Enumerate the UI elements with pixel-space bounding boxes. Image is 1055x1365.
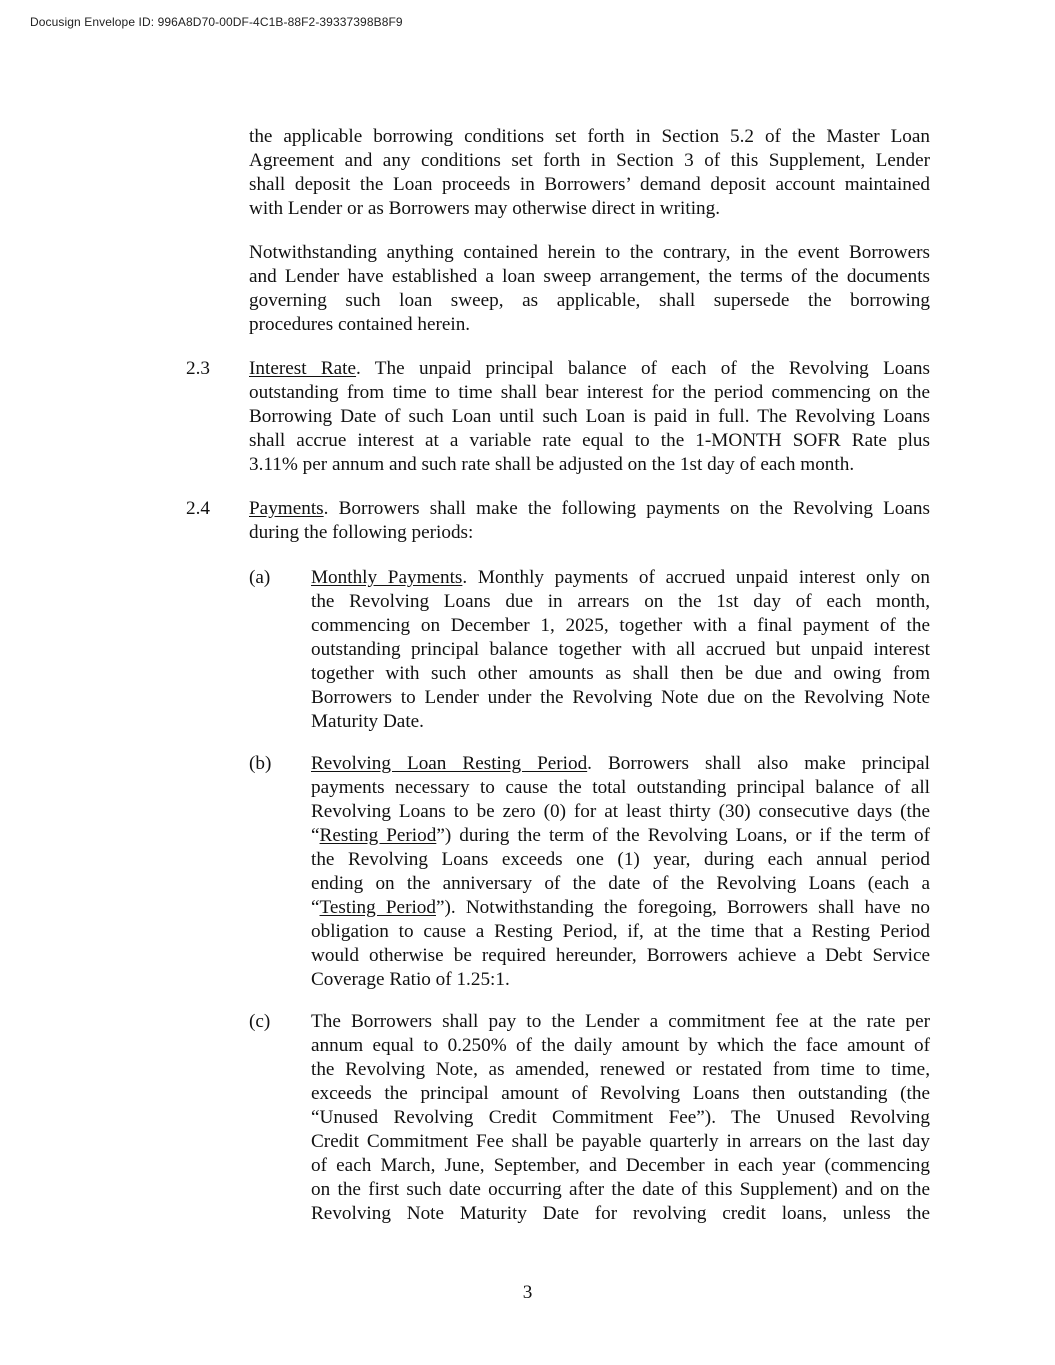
subsection-line: Maturity Date. bbox=[311, 711, 424, 732]
intro-line: shall deposit the Loan proceeds in Borrowers’ demand deposit account maintained bbox=[249, 174, 930, 195]
intro-line: with Lender or as Borrowers may otherwise direct in writing. bbox=[249, 198, 721, 219]
subsection-line: Credit Commitment Fee shall be payable quarterly in arrears on the last day bbox=[311, 1131, 930, 1152]
sweep-line: governing such loan sweep, as applicable, shall supersede the borrowing bbox=[249, 290, 930, 311]
docusign-envelope-id: Docusign Envelope ID: 996A8D70-00DF-4C1B-88F2-39337398B8F9 bbox=[30, 15, 403, 29]
subsection-line: The Borrowers shall pay to the Lender a commitment fee at the rate per bbox=[311, 1011, 930, 1032]
subsection-heading: Monthly Payments bbox=[311, 567, 463, 588]
intro-line: the applicable borrowing conditions set forth in Section 5.2 of the Master Loan bbox=[249, 126, 930, 147]
section-interest-rate bbox=[249, 357, 930, 477]
section-line: Payments. Borrowers shall make the following payments on the Revolving Loans bbox=[249, 498, 930, 519]
section-payments bbox=[249, 497, 930, 545]
page-number: 3 bbox=[522, 1282, 533, 1303]
subsection-line: Revolving Note Maturity Date for revolving credit loans, unless the bbox=[311, 1203, 930, 1224]
section-line: Interest Rate. The unpaid principal balance of each of the Revolving Loans bbox=[249, 358, 930, 379]
subsection-line: exceeds the principal amount of Revolving Loans then outstanding (the bbox=[311, 1083, 930, 1104]
subsection-line: together with such other amounts as shall then be due and owing from bbox=[311, 663, 930, 684]
section-heading: Payments bbox=[249, 498, 324, 519]
subsection-line: Revolving Loans to be zero (0) for at least thirty (30) consecutive days (the bbox=[311, 801, 930, 822]
subsection-line: “Resting Period”) during the term of the Revolving Loans, or if the term of bbox=[311, 825, 931, 846]
subsection-line: would otherwise be required hereunder, Borrowers achieve a Debt Service bbox=[311, 945, 930, 966]
subsection-commitment-fee bbox=[311, 1010, 930, 1226]
subsection-line: outstanding principal balance together with all accrued but unpaid interest bbox=[311, 639, 930, 660]
defined-term-resting-period: Resting Period bbox=[319, 825, 437, 846]
subsection-line: “Testing Period”). Notwithstanding the foregoing, Borrowers shall have no bbox=[311, 897, 931, 918]
sweep-paragraph bbox=[249, 241, 930, 337]
section-number-2-3: 2.3 bbox=[186, 358, 210, 379]
section-line: outstanding from time to time shall bear interest for the period commencing on the bbox=[249, 382, 930, 403]
section-number-2-4: 2.4 bbox=[186, 498, 210, 519]
sweep-line: Notwithstanding anything contained herein to the contrary, in the event Borrowers bbox=[249, 242, 930, 263]
section-line: during the following periods: bbox=[249, 522, 474, 543]
subsection-line: the Revolving Note, as amended, renewed or restated from time to time, bbox=[311, 1059, 930, 1080]
subsection-line: “Unused Revolving Credit Commitment Fee”). The Unused Revolving bbox=[311, 1107, 930, 1128]
subsection-line: ending on the anniversary of the date of the Revolving Loans (each a bbox=[311, 873, 930, 894]
intro-line: Agreement and any conditions set forth in Section 3 of this Supplement, Lender bbox=[249, 150, 930, 171]
subsection-line: the Revolving Loans exceeds one (1) year, during each annual period bbox=[311, 849, 930, 870]
section-line: Borrowing Date of such Loan until such Loan is paid in full. The Revolving Loans bbox=[249, 406, 930, 427]
section-line: 3.11% per annum and such rate shall be adjusted on the 1st day of each month. bbox=[249, 454, 855, 475]
subsection-line: Borrowers to Lender under the Revolving Note due on the Revolving Note bbox=[311, 687, 930, 708]
defined-term-testing-period: Testing Period bbox=[319, 897, 436, 918]
subsection-line: the Revolving Loans due in arrears on the 1st day of each month, bbox=[311, 591, 930, 612]
subsection-line: Coverage Ratio of 1.25:1. bbox=[311, 969, 510, 990]
subsection-line: of each March, June, September, and December in each year (commencing bbox=[311, 1155, 930, 1176]
subsection-resting-period bbox=[311, 752, 930, 992]
sweep-line: procedures contained herein. bbox=[249, 314, 471, 335]
subsection-line: annum equal to 0.250% of the daily amount by which the face amount of bbox=[311, 1035, 930, 1056]
subsection-label-a: (a) bbox=[249, 567, 271, 588]
subsection-line: on the first such date occurring after the date of this Supplement) and on the bbox=[311, 1179, 930, 1200]
subsection-line: Monthly Payments. Monthly payments of accrued unpaid interest only on bbox=[311, 567, 930, 588]
subsection-label-b: (b) bbox=[249, 753, 272, 774]
section-heading: Interest Rate bbox=[249, 358, 357, 379]
subsection-monthly-payments bbox=[311, 566, 930, 734]
subsection-line: commencing on December 1, 2025, together with a final payment of the bbox=[311, 615, 930, 636]
subsection-label-c: (c) bbox=[249, 1011, 271, 1032]
subsection-line: obligation to cause a Resting Period, if, at the time that a Resting Period bbox=[311, 921, 930, 942]
intro-paragraph bbox=[249, 125, 930, 221]
section-line: shall accrue interest at a variable rate equal to the 1-MONTH SOFR Rate plus bbox=[249, 430, 930, 451]
subsection-line: Revolving Loan Resting Period. Borrowers shall also make principal bbox=[311, 753, 930, 774]
sweep-line: and Lender have established a loan sweep arrangement, the terms of the documents bbox=[249, 266, 930, 287]
subsection-heading: Revolving Loan Resting Period bbox=[311, 753, 588, 774]
subsection-line: payments necessary to cause the total outstanding principal balance of all bbox=[311, 777, 930, 798]
